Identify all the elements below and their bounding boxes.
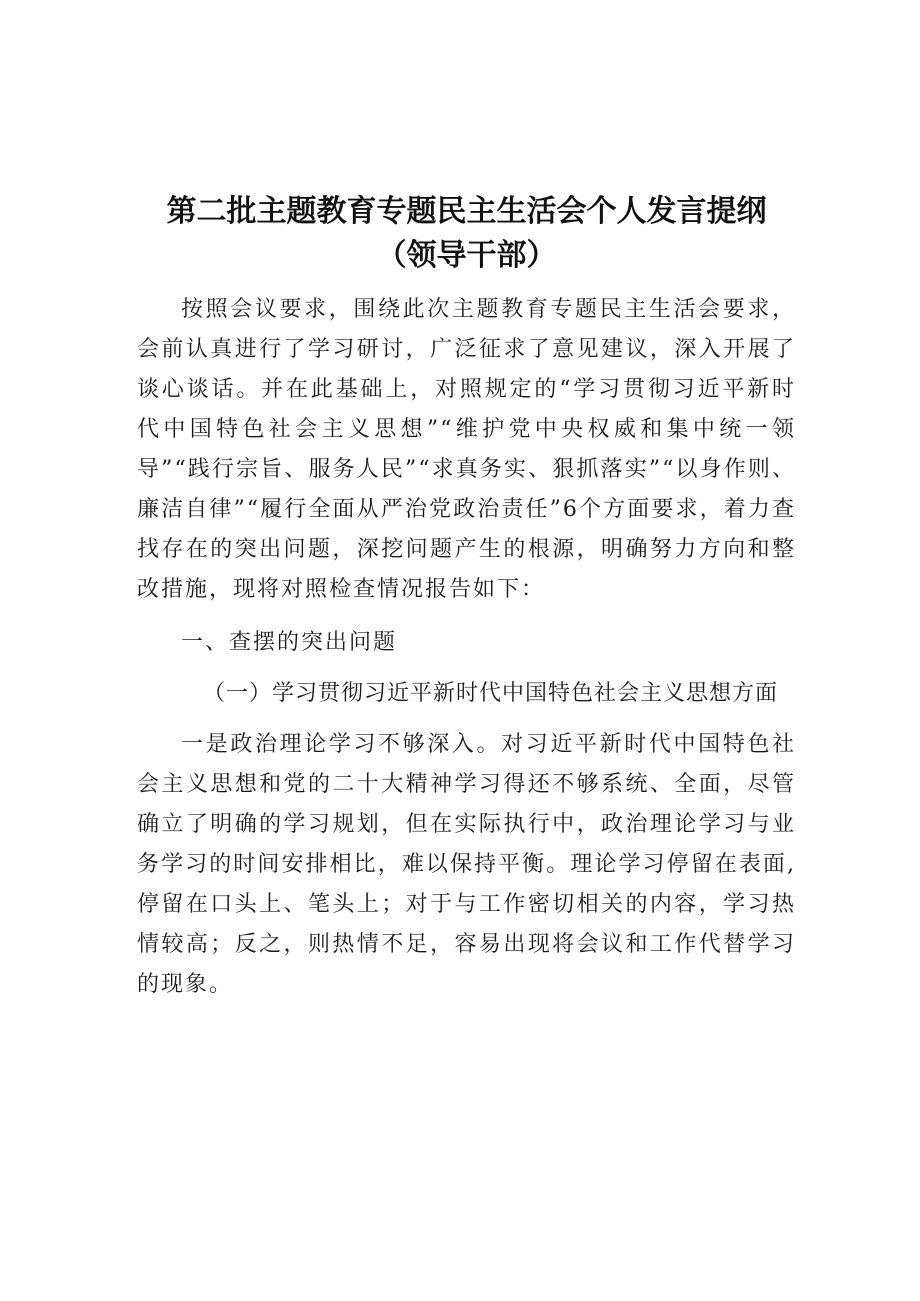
subsection-heading-1: （一）学习贯彻习近平新时代中国特色社会主义思想方面 xyxy=(203,681,779,706)
document-subtitle: （领导干部） xyxy=(376,238,557,273)
section-heading-1: 一、查摆的突出问题 xyxy=(181,630,398,655)
intro-paragraph: 按照会议要求，围绕此次主题教育专题民主生活会要求，会前认真进行了学习研讨，广泛征求了意见建议，深入开展了谈心谈话。并在此基础上，对照规定的“学习贯彻习近平新时代中国特色社会主义思想”“维护党中央权威和集中统一领导”“践行宗旨、服务人民”“求真务实、狠抓落实”“以身作则、廉洁自律”“履行全面从严治党政治责任”6个方面要求，着力查找存在的突出问题，深挖问题产生的根源，明确努力方向和整改措施，现将对照检查情况报告如下： xyxy=(137,297,796,602)
body-paragraph-1: 一是政治理论学习不够深入。对习近平新时代中国特色社会主义思想和党的二十大精神学习得还不够系统、全面，尽管确立了明确的学习规划，但在实际执行中，政治理论学习与业务学习的时间安排相比，难以保持平衡。理论学习停留在表面,停留在口头上、笔头上；对于与工作密切相关的内容，学习热情较高；反之，则热情不足，容易出现将会议和工作代替学习的现象。 xyxy=(137,732,796,997)
document-body xyxy=(137,290,796,1005)
document-title: 第二批主题教育专题民主生活会个人发言提纲 xyxy=(166,194,767,229)
